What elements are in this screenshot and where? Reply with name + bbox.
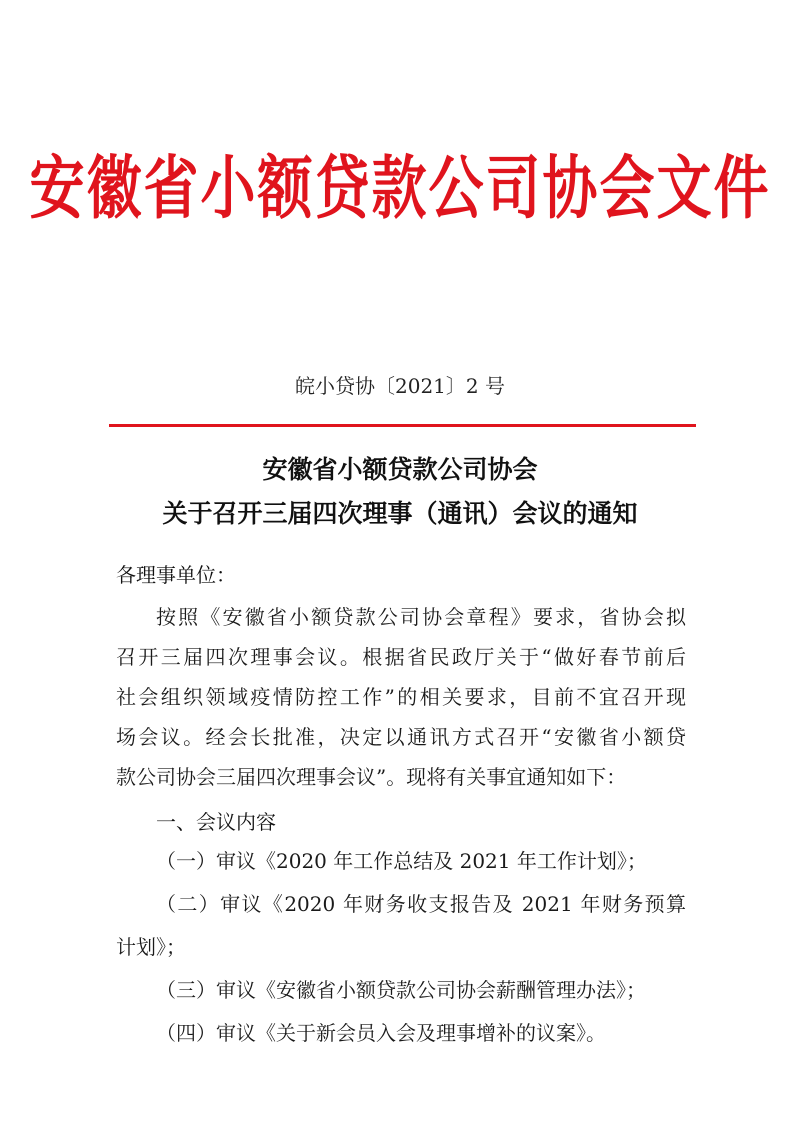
- masthead-title: 安徽省小额贷款公司协会文件: [29, 148, 771, 228]
- body-line-1: 按照《安徽省小额贷款公司协会章程》要求，省协会拟: [156, 605, 686, 629]
- document-number: 皖小贷协〔2021〕2 号: [295, 374, 505, 398]
- list-item-2-continued: 计划》；: [116, 935, 186, 959]
- body-line-4: 场会议。经会长批准，决定以通讯方式召开“安徽省小额贷: [116, 725, 686, 749]
- list-item-1: （一）审议《2020 年工作总结及 2021 年工作计划》；: [156, 849, 647, 873]
- body-line-5: 款公司协会三届四次理事会议”。现将有关事宜通知如下：: [116, 765, 627, 789]
- list-item-4: （四）审议《关于新会员入会及理事增补的议案》。: [156, 1021, 606, 1045]
- list-item-2: （二）审议《2020 年财务收支报告及 2021 年财务预算: [156, 892, 686, 916]
- salutation: 各理事单位：: [116, 563, 236, 587]
- body-line-2: 召开三届四次理事会议。根据省民政厅关于“做好春节前后: [116, 645, 686, 669]
- list-item-3: （三）审议《安徽省小额贷款公司协会薪酬管理办法》；: [156, 978, 646, 1002]
- meeting-content-list: [116, 840, 686, 1055]
- body-paragraph: [116, 597, 686, 797]
- section-heading-meeting-content: 一、会议内容: [156, 810, 276, 834]
- body-line-3: 社会组织领域疫情防控工作”的相关要求，目前不宜召开现: [116, 685, 686, 709]
- notice-title-line-1: 安徽省小额贷款公司协会: [262, 455, 538, 484]
- notice-title-line-2: 关于召开三届四次理事（通讯）会议的通知: [162, 499, 638, 528]
- red-divider-line: [109, 424, 696, 427]
